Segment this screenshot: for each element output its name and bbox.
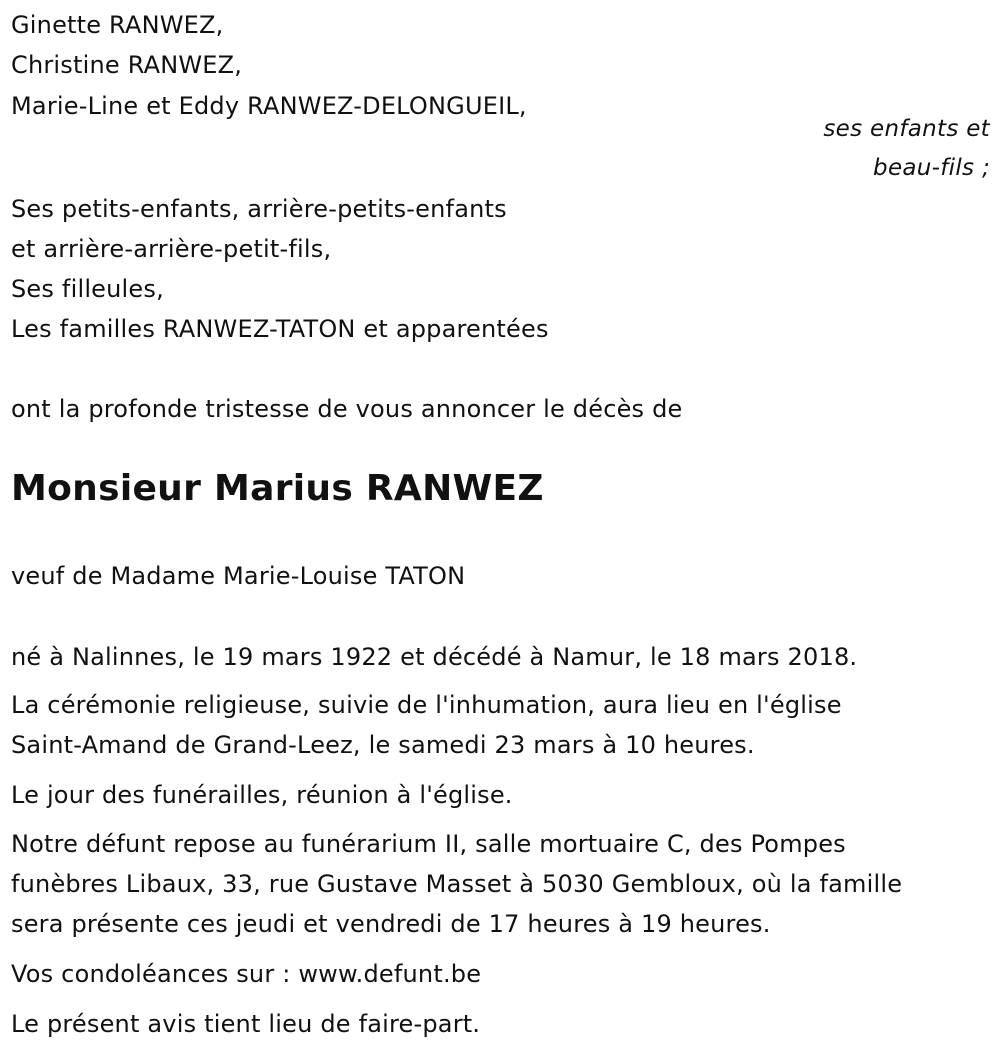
ceremony-line: La cérémonie religieuse, suivie de l'inhumation, aura lieu en l'église	[11, 691, 842, 719]
funeral-home-line: funèbres Libaux, 33, rue Gustave Masset à 5030 Gembloux, où la famille	[11, 870, 903, 898]
family-role-line: beau-fils ;	[873, 155, 990, 181]
deceased-name: Monsieur Marius RANWEZ	[11, 468, 544, 509]
notice-line: Le présent avis tient lieu de faire-part.	[11, 1010, 481, 1038]
reunion-line: Le jour des funérailles, réunion à l'église.	[11, 781, 513, 809]
announcement-text: ont la profonde tristesse de vous annoncer le décès de	[11, 395, 683, 423]
family-member-line: Marie-Line et Eddy RANWEZ-DELONGUEIL,	[11, 92, 527, 120]
relatives-line: Ses filleules,	[11, 275, 164, 303]
family-member-line: Ginette RANWEZ,	[11, 11, 224, 39]
spouse-line: veuf de Madame Marie-Louise TATON	[11, 562, 466, 590]
funeral-home-line: Notre défunt repose au funérarium II, salle mortuaire C, des Pompes	[11, 830, 846, 858]
birth-death-line: né à Nalinnes, le 19 mars 1922 et décédé à Namur, le 18 mars 2018.	[11, 643, 858, 671]
relatives-line: Les familles RANWEZ-TATON et apparentées	[11, 315, 549, 343]
relatives-line: et arrière-arrière-petit-fils,	[11, 235, 332, 263]
relatives-line: Ses petits-enfants, arrière-petits-enfants	[11, 195, 507, 223]
family-role-line: ses enfants et	[823, 116, 990, 142]
condolences-line: Vos condoléances sur : www.defunt.be	[11, 960, 482, 988]
family-member-line: Christine RANWEZ,	[11, 51, 243, 79]
funeral-home-line: sera présente ces jeudi et vendredi de 17 heures à 19 heures.	[11, 910, 771, 938]
ceremony-line: Saint-Amand de Grand-Leez, le samedi 23 mars à 10 heures.	[11, 731, 755, 759]
